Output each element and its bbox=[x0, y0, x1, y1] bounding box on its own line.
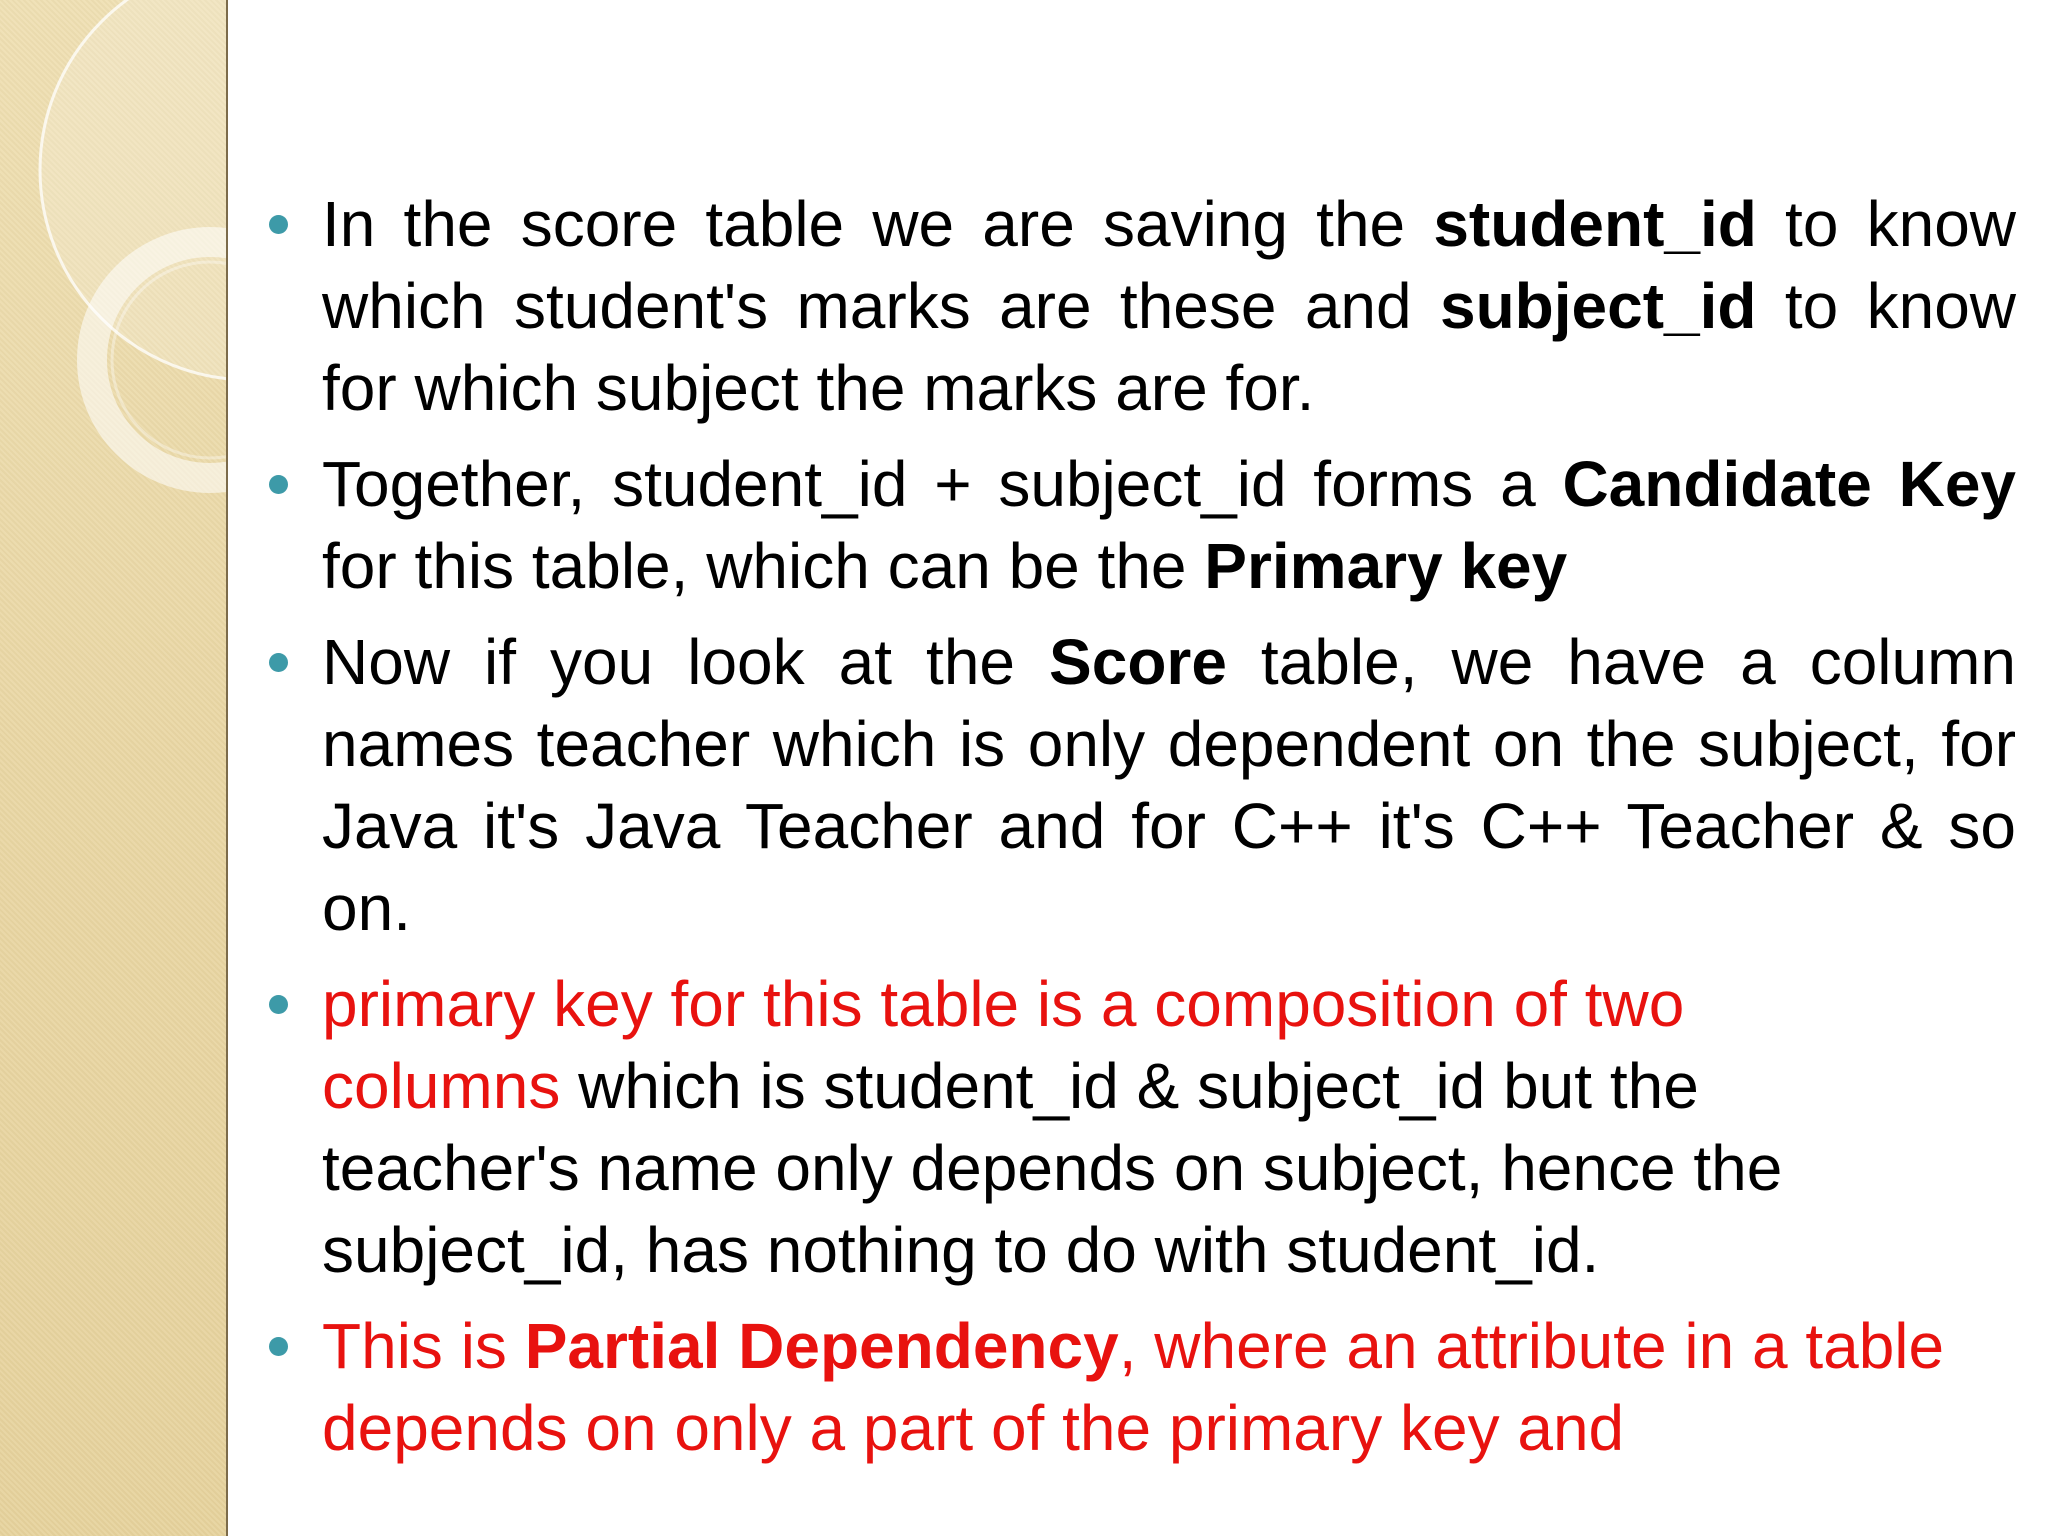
decorative-rings-icon bbox=[0, 0, 228, 520]
text-run: for this table, which can be the bbox=[322, 530, 1205, 602]
text-run: which is student_id & subject_id but the teacher's name only depends on subject, hence the subject_id, has nothing to do with student_id. bbox=[322, 1050, 1783, 1286]
slide-content bbox=[228, 0, 2048, 1536]
bullet-list bbox=[256, 183, 2016, 1483]
bullet-item bbox=[256, 621, 2016, 949]
bullet-dot-icon bbox=[269, 995, 288, 1014]
bold-text-run: student_id bbox=[1433, 188, 1757, 260]
bold-text-run: Candidate Key bbox=[1562, 448, 2017, 520]
bullet-item bbox=[256, 443, 2016, 607]
highlight-text-run: , where an attribute in a table depends on only a part of the primary key and bbox=[322, 1310, 1945, 1464]
bold-text-run: Primary key bbox=[1204, 530, 1568, 602]
highlight-text-run: This is bbox=[322, 1310, 525, 1382]
text-run: to know which student's marks are these and bbox=[322, 188, 2017, 342]
highlight-text-run: primary key for this table is a composition of two columns bbox=[322, 968, 1685, 1122]
bullet-item bbox=[256, 963, 2016, 1291]
text-run: to know for which subject the marks are for. bbox=[322, 270, 2017, 424]
text-run: Now if you look at the bbox=[322, 626, 1050, 698]
text-run: In the score table we are saving the bbox=[322, 188, 1434, 260]
bullet-dot-icon bbox=[269, 475, 288, 494]
bullet-item bbox=[256, 183, 2016, 429]
bullet-dot-icon bbox=[269, 215, 288, 234]
bullet-item bbox=[256, 1305, 2016, 1469]
bullet-dot-icon bbox=[269, 653, 288, 672]
bullet-text bbox=[322, 1305, 1962, 1469]
bullet-text bbox=[322, 963, 1852, 1291]
text-run: table, we have a column names teacher which is only dependent on the subject, for Java it's Java Teacher and for C++ it's C++ Teacher & so on. bbox=[322, 626, 2017, 944]
bold-text-run: subject_id bbox=[1439, 270, 1757, 342]
bold-text-run: Score bbox=[1049, 626, 1227, 698]
bold-highlight-text-run: Partial Dependency bbox=[524, 1310, 1119, 1382]
bullet-text bbox=[322, 621, 2016, 949]
decorative-sidebar bbox=[0, 0, 228, 1536]
text-run: Together, student_id + subject_id forms a bbox=[322, 448, 1563, 520]
bullet-text bbox=[322, 183, 2016, 429]
bullet-text bbox=[322, 443, 2016, 607]
bullet-dot-icon bbox=[269, 1337, 288, 1356]
